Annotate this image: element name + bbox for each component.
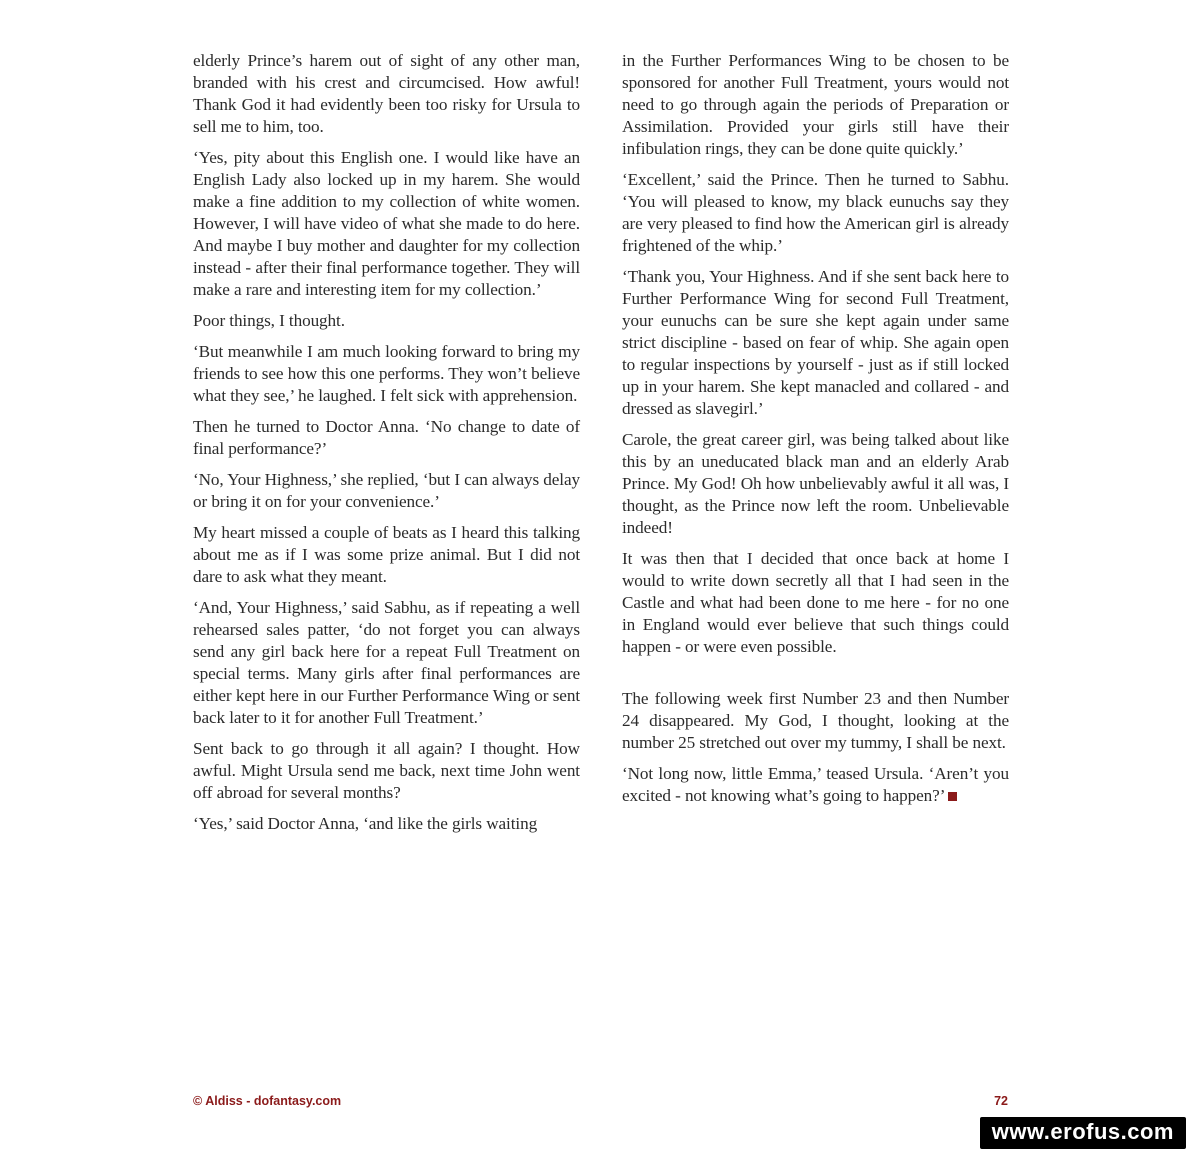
paragraph: ‘Yes, pity about this English one. I would like have an English Lady also locked up in my harem. She would make a fine addition to my collection of white women. However, I will have video of what she made to do here. And maybe I buy mother and daughter for my collection instead - after their final performance together. They will make a rare and interesting item for my collection.’ xyxy=(193,148,580,299)
watermark: www.erofus.com xyxy=(980,1117,1186,1149)
paragraph: elderly Prince’s harem out of sight of any other man, branded with his crest and circumcised. How awful! Thank God it had evidently been too risky for Ursula to sell me to him, too. xyxy=(193,51,580,136)
paragraph: The following week first Number 23 and then Number 24 disappeared. My God, I thought, looking at the number 25 stretched out over my tummy, I shall be next. xyxy=(622,689,1009,752)
paragraph: ‘But meanwhile I am much looking forward to bring my friends to see how this one performs. They won’t believe what they see,’ he laughed. I felt sick with apprehension. xyxy=(193,342,580,405)
paragraph: ‘Thank you, Your Highness. And if she sent back here to Further Performance Wing for second Full Treatment, your eunuchs can be sure she kept again under same strict discipline - based on fear of whip. She again open to regular inspections by yourself - just as if still locked up in your harem. She kept manacled and collared - and dressed as slavegirl.’ xyxy=(622,267,1009,418)
paragraph: It was then that I decided that once back at home I would to write down secretly all that I had seen in the Castle and what had been done to me here - for no one in England would ever believe that such things could happen - or were even possible. xyxy=(622,549,1009,656)
paragraph: ‘Excellent,’ said the Prince. Then he turned to Sabhu. ‘You will pleased to know, my black eunuchs say they are very pleased to find how the American girl is already frightened of the whip.’ xyxy=(622,170,1009,255)
right-text-column xyxy=(622,50,1009,816)
paragraph: Sent back to go through it all again? I thought. How awful. Might Ursula send me back, next time John went off abroad for several months? xyxy=(193,739,580,802)
paragraph: ‘No, Your Highness,’ she replied, ‘but I can always delay or bring it on for your convenience.’ xyxy=(193,470,580,511)
footer-copyright: © Aldiss - dofantasy.com xyxy=(193,1094,342,1108)
last-paragraph xyxy=(622,763,1009,807)
paragraph: ‘Yes,’ said Doctor Anna, ‘and like the girls waiting xyxy=(193,814,538,833)
paragraph: My heart missed a couple of beats as I heard this talking about me as if I was some prize animal. But I did not dare to ask what they meant. xyxy=(193,523,580,586)
paragraph: Carole, the great career girl, was being talked about like this by an uneducated black man and an elderly Arab Prince. My God! Oh how unbelievably awful it all was, I thought, as the Prince now left the room. Unbelievable indeed! xyxy=(622,430,1009,537)
paragraph: Poor things, I thought. xyxy=(193,311,345,330)
paragraph: in the Further Performances Wing to be chosen to be sponsored for another Full Treatment, yours would not need to go through again the periods of Preparation or Assimilation. Provided your girls still have their infibulation rings, they can be done quite quickly.’ xyxy=(622,51,1009,158)
page-number: 72 xyxy=(994,1094,1008,1108)
paragraph-text: ‘Not long now, little Emma,’ teased Ursula. ‘Aren’t you excited - not knowing what’s going to happen?’ xyxy=(622,764,1009,805)
paragraph: ‘And, Your Highness,’ said Sabhu, as if repeating a well rehearsed sales patter, ‘do not forget you can always send any girl back here for a repeat Full Treatment on special terms. Many girls after final performances are either kept here in our Further Performance Wing or sent back later to it for another Full Treatment.’ xyxy=(193,598,580,727)
left-text-column xyxy=(193,50,580,844)
paragraph: Then he turned to Doctor Anna. ‘No change to date of final performance?’ xyxy=(193,417,580,458)
end-of-chapter-mark xyxy=(948,792,957,801)
